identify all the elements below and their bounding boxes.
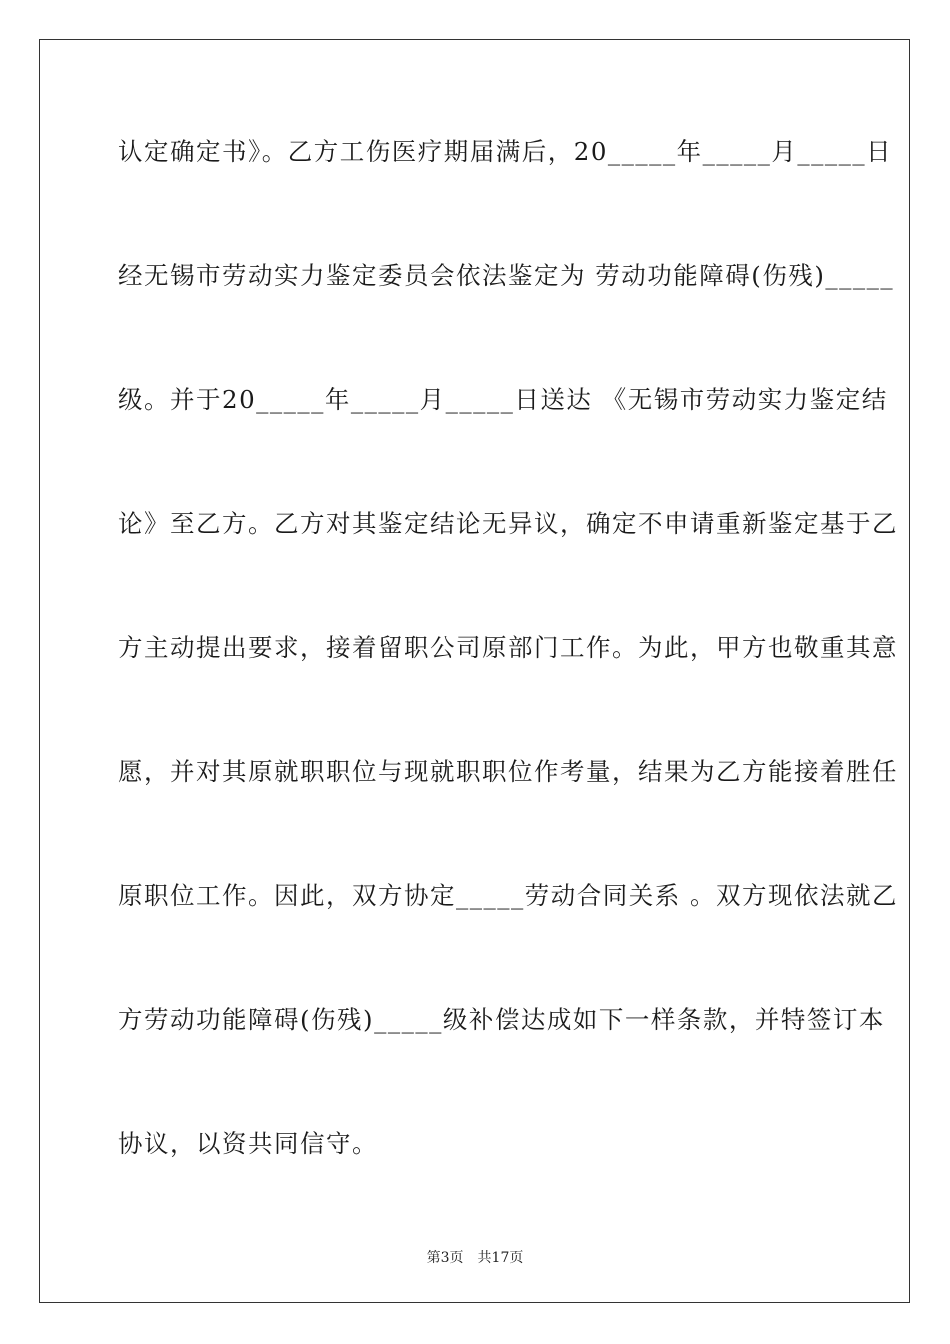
text-line-7: 原职位工作。因此，双方协定_____劳动合同关系 。双方现依法就乙: [118, 881, 899, 910]
text-line-4: 论》至乙方。乙方对其鉴定结论无异议，确定不申请重新鉴定基于乙: [118, 509, 898, 538]
text-line-9: 协议，以资共同信守。: [118, 1129, 378, 1158]
text-line-3: 级。并于20_____年_____月_____日送达 《无锡市劳动实力鉴定结: [118, 385, 888, 414]
text-line-2: 经无锡市劳动实力鉴定委员会依法鉴定为 劳动功能障碍(伤残)_____: [118, 261, 895, 290]
text-line-6: 愿，并对其原就职职位与现就职职位作考量，结果为乙方能接着胜任: [118, 757, 898, 786]
document-body: [118, 125, 899, 1241]
text-line-1: 认定确定书》。乙方工伤医疗期届满后，20_____年_____月_____日: [118, 137, 893, 166]
page-number-footer: 第3页 共17页: [426, 1250, 524, 1266]
text-line-8: 方劳动功能障碍(伤残)_____级补偿达成如下一样条款，并特签订本: [118, 1005, 885, 1034]
text-line-5: 方主动提出要求，接着留职公司原部门工作。为此，甲方也敬重其意: [118, 633, 898, 662]
